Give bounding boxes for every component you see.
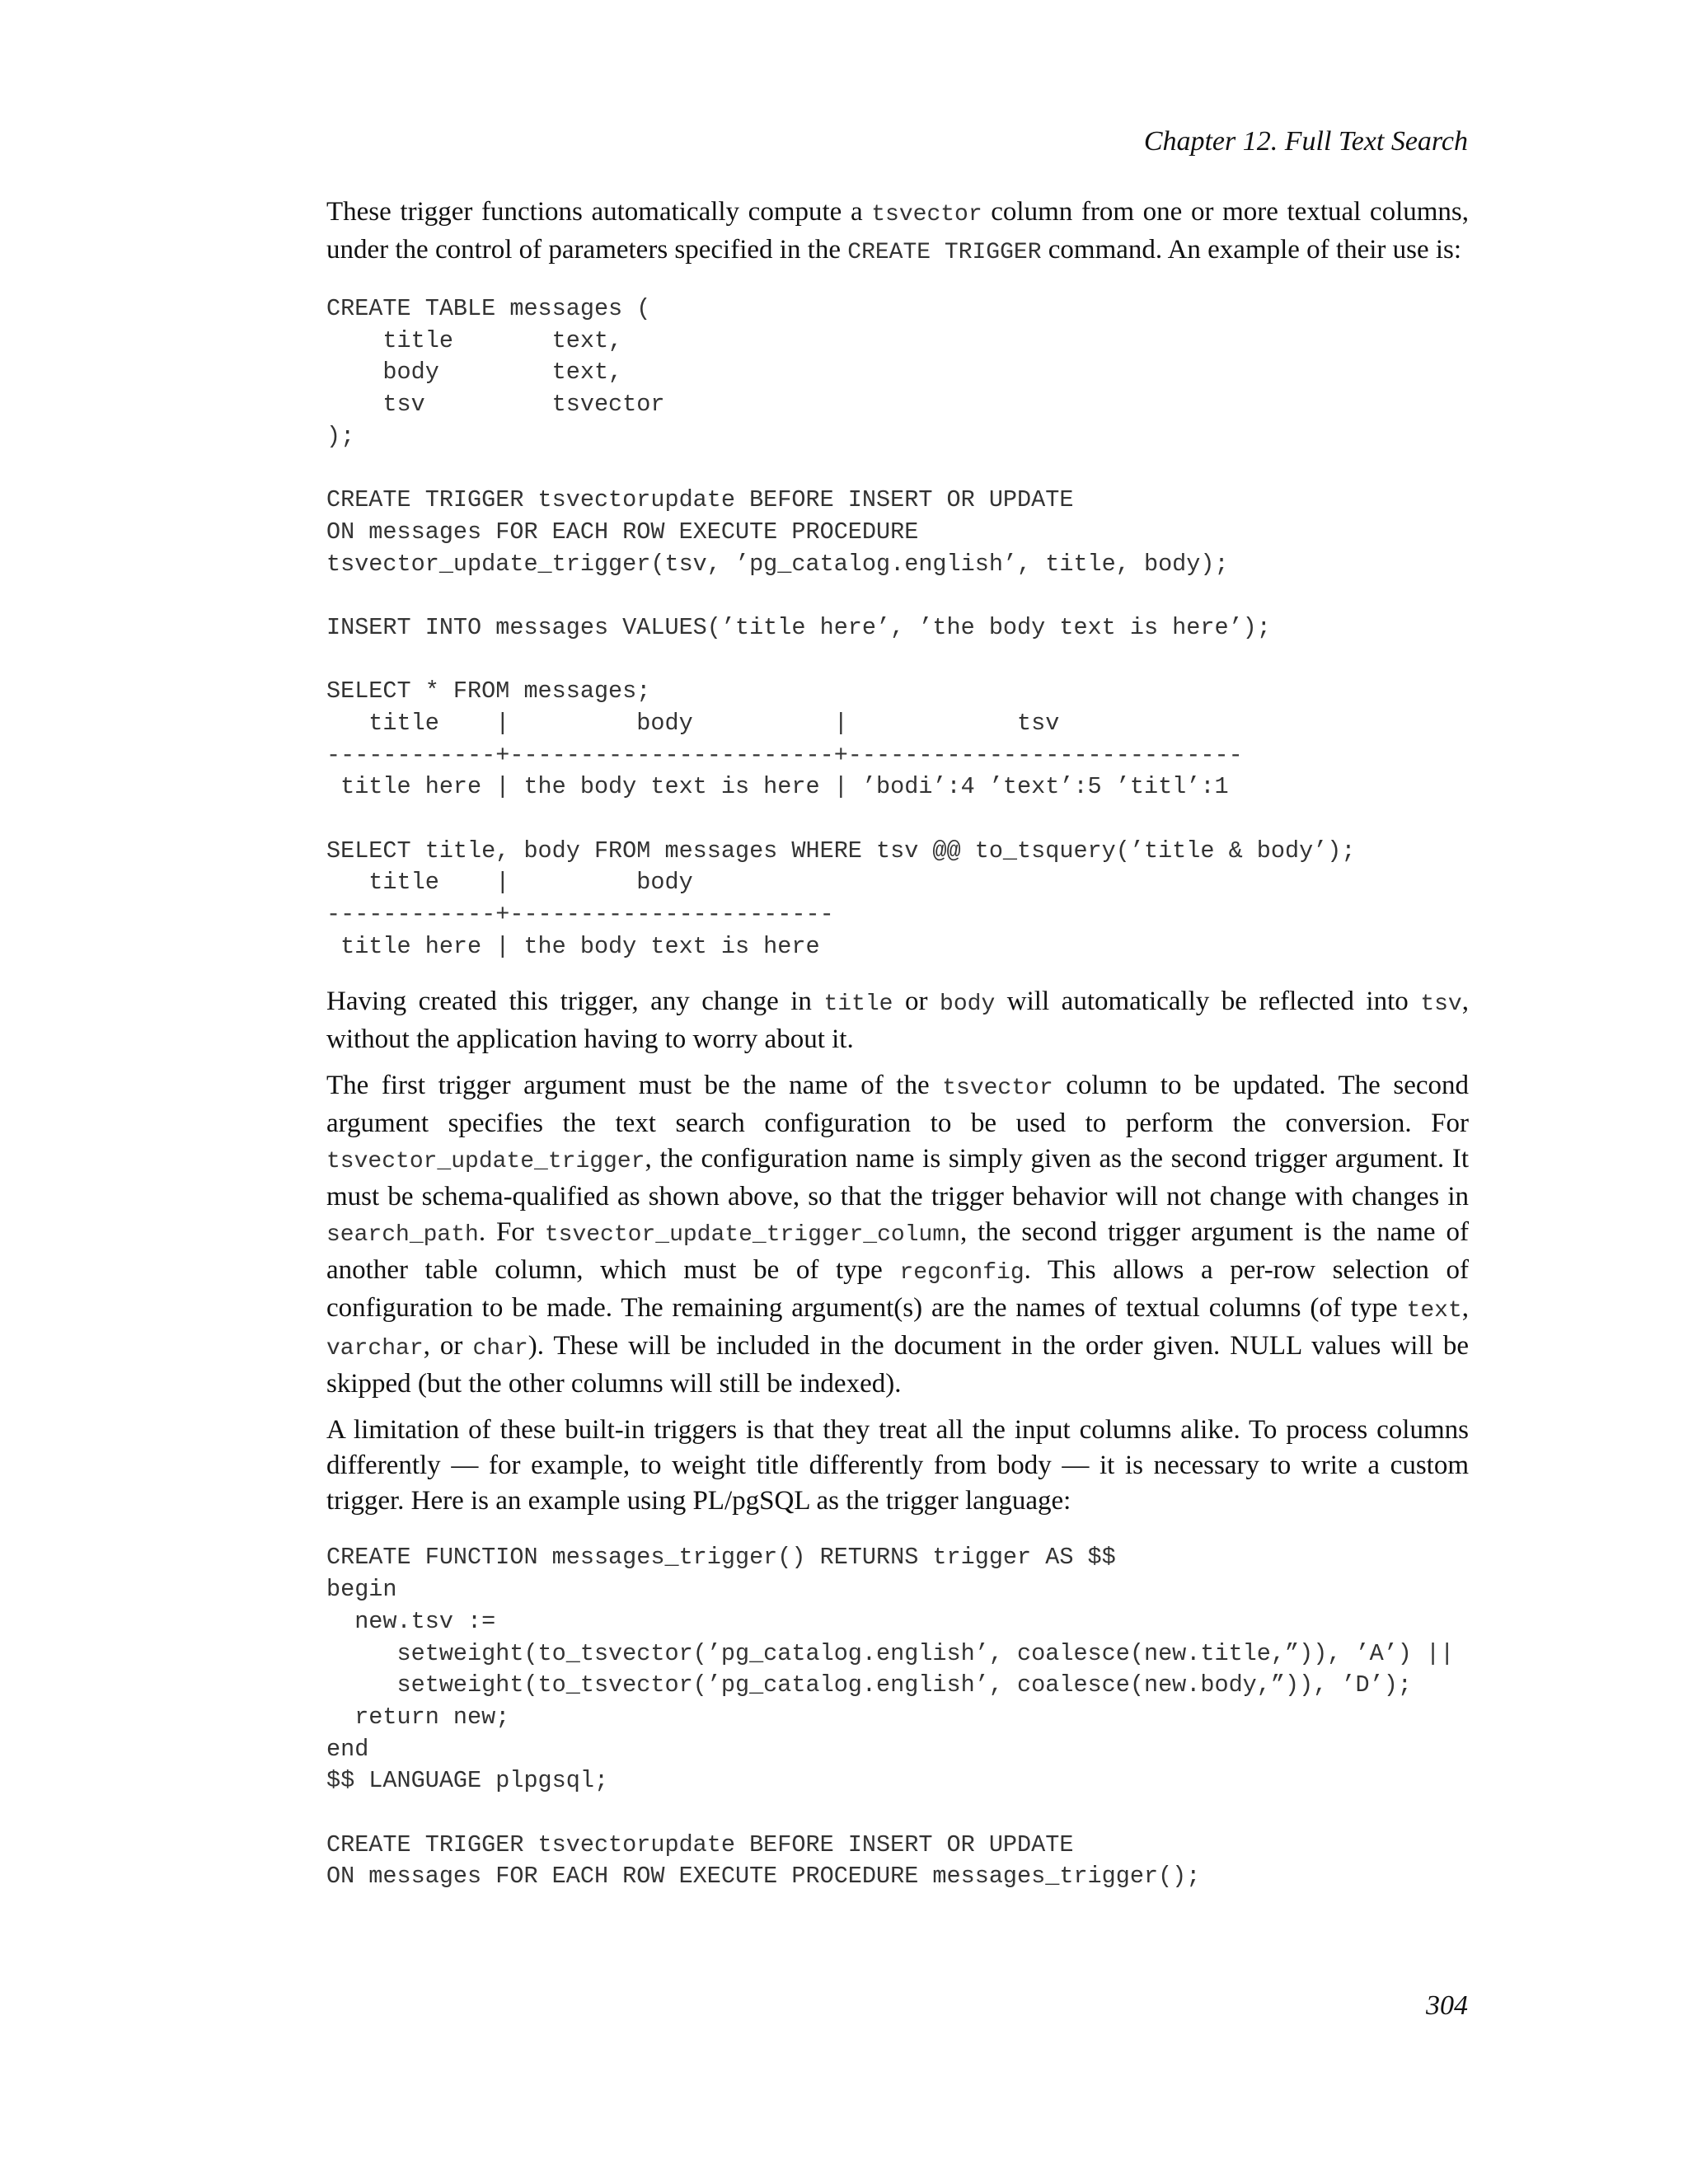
code-line: SELECT title, body FROM messages WHERE tsv @@ to_tsquery(’title & body’); — [326, 837, 1356, 865]
inline-code: regconfig — [899, 1260, 1025, 1286]
code-line: CREATE TABLE messages ( — [326, 295, 651, 322]
code-line: setweight(to_tsvector(’pg_catalog.english’, coalesce(new.title,”)), ’A’) || — [326, 1639, 1455, 1667]
text-run: column to be updated. The second argument specifies the text search configuration to be used to perform the conversion. For — [326, 1071, 1470, 1139]
code-line: ------------+-----------------------+---------------------------- — [326, 741, 1243, 769]
code-line: INSERT INTO messages VALUES(’title here’, ’the body text is here’); — [326, 613, 1271, 641]
intro-paragraph — [326, 194, 1469, 270]
text-run: . For — [478, 1217, 545, 1248]
text-run: , — [1461, 1293, 1469, 1324]
text-run: or — [893, 987, 940, 1017]
inline-code: char — [472, 1336, 528, 1362]
text-run: ). These will be included in the document in the order given. NULL values will be skipped (but the other columns will still be indexed). — [326, 1331, 1469, 1399]
code-line: end — [326, 1735, 369, 1763]
running-head: Chapter 12. Full Text Search — [1143, 126, 1468, 157]
code-line: CREATE FUNCTION messages_trigger() RETURNS trigger AS $$ — [326, 1544, 1116, 1572]
text-run: , without the application having to worry about it. — [326, 987, 1469, 1055]
code-line — [326, 1797, 1469, 1830]
code-line: body text, — [326, 359, 623, 387]
text-run: , or — [423, 1331, 473, 1361]
code-line: begin — [326, 1576, 397, 1604]
inline-code: search_path — [326, 1222, 479, 1249]
text-run: column from one or more textual columns, under the control of parameters specified in the — [326, 197, 1470, 265]
code-block-example-1 — [326, 293, 1469, 963]
trigger-effect-paragraph — [326, 984, 1469, 1057]
code-line: CREATE TRIGGER tsvectorupdate BEFORE INSERT OR UPDATE — [326, 1830, 1074, 1858]
code-line: title here | the body text is here — [326, 932, 820, 960]
inline-code: tsv — [1420, 991, 1462, 1018]
code-line: title text, — [326, 326, 623, 354]
inline-code: tsvector_update_trigger_column — [544, 1222, 960, 1249]
code-line: new.tsv := — [326, 1607, 496, 1635]
code-line: SELECT * FROM messages; — [326, 677, 651, 705]
inline-code: tsvector — [871, 202, 982, 227]
text-run: . This allows a per-row selection of configuration to be made. The remaining argument(s) are the names of textual columns (of type — [326, 1255, 1469, 1324]
code-line: CREATE TRIGGER tsvectorupdate BEFORE INSERT OR UPDATE — [326, 486, 1074, 514]
page-number: 304 — [1426, 1990, 1468, 2021]
code-block-example-2 — [326, 1542, 1469, 1893]
code-line: title | body — [326, 869, 693, 897]
code-line: ); — [326, 422, 355, 450]
code-line: $$ LANGUAGE plpgsql; — [326, 1767, 609, 1795]
text-run: command. An example of their use is: — [1041, 235, 1462, 265]
inline-code: CREATE TRIGGER — [847, 240, 1042, 265]
text-run: , the configuration name is simply given as the second trigger argument. It must be schema-qualified as shown above, so that the trigger behavior will not change with changes in — [326, 1144, 1469, 1212]
code-line — [326, 644, 1469, 677]
inline-code: varchar — [326, 1336, 424, 1362]
code-line: tsvector_update_trigger(tsv, ’pg_catalog.english’, title, body); — [326, 550, 1229, 578]
code-line: ------------+----------------------- — [326, 901, 834, 929]
text-run: will automatically be reflected into — [995, 987, 1421, 1017]
inline-code: text — [1406, 1298, 1462, 1324]
code-line — [326, 580, 1469, 612]
code-line: return new; — [326, 1703, 510, 1731]
trigger-arguments-paragraph — [326, 1068, 1469, 1402]
code-line: tsv tsvector — [326, 391, 665, 419]
code-line — [326, 452, 1469, 485]
code-line: title here | the body text is here | ’bodi’:4 ’text’:5 ’titl’:1 — [326, 773, 1229, 801]
code-line — [326, 804, 1469, 836]
inline-code: title — [823, 991, 893, 1018]
limitation-paragraph — [326, 1413, 1469, 1519]
code-line: title | body | tsv — [326, 709, 1060, 737]
inline-code: body — [940, 991, 996, 1018]
page-content — [326, 194, 1469, 1915]
inline-code: tsvector_update_trigger — [326, 1149, 645, 1175]
text-run: A limitation of these built-in triggers is that they treat all the input columns alike. To process columns differently — for example, to weight title differently from body — it is necessary to write a custom trigger. Here is an example using PL/pgSQL as the trigger language: — [326, 1415, 1469, 1516]
code-line: setweight(to_tsvector(’pg_catalog.english’, coalesce(new.body,”)), ’D’); — [326, 1671, 1412, 1699]
text-run: The first trigger argument must be the name of the — [326, 1071, 943, 1101]
code-line: ON messages FOR EACH ROW EXECUTE PROCEDURE messages_trigger(); — [326, 1863, 1201, 1891]
inline-code: tsvector — [942, 1076, 1053, 1102]
code-line: ON messages FOR EACH ROW EXECUTE PROCEDURE — [326, 518, 919, 546]
text-run: These trigger functions automatically compute a — [326, 197, 872, 227]
text-run: Having created this trigger, any change in — [326, 987, 824, 1017]
text-run: , the second trigger argument is the name of another table column, which must be of type — [326, 1217, 1470, 1286]
